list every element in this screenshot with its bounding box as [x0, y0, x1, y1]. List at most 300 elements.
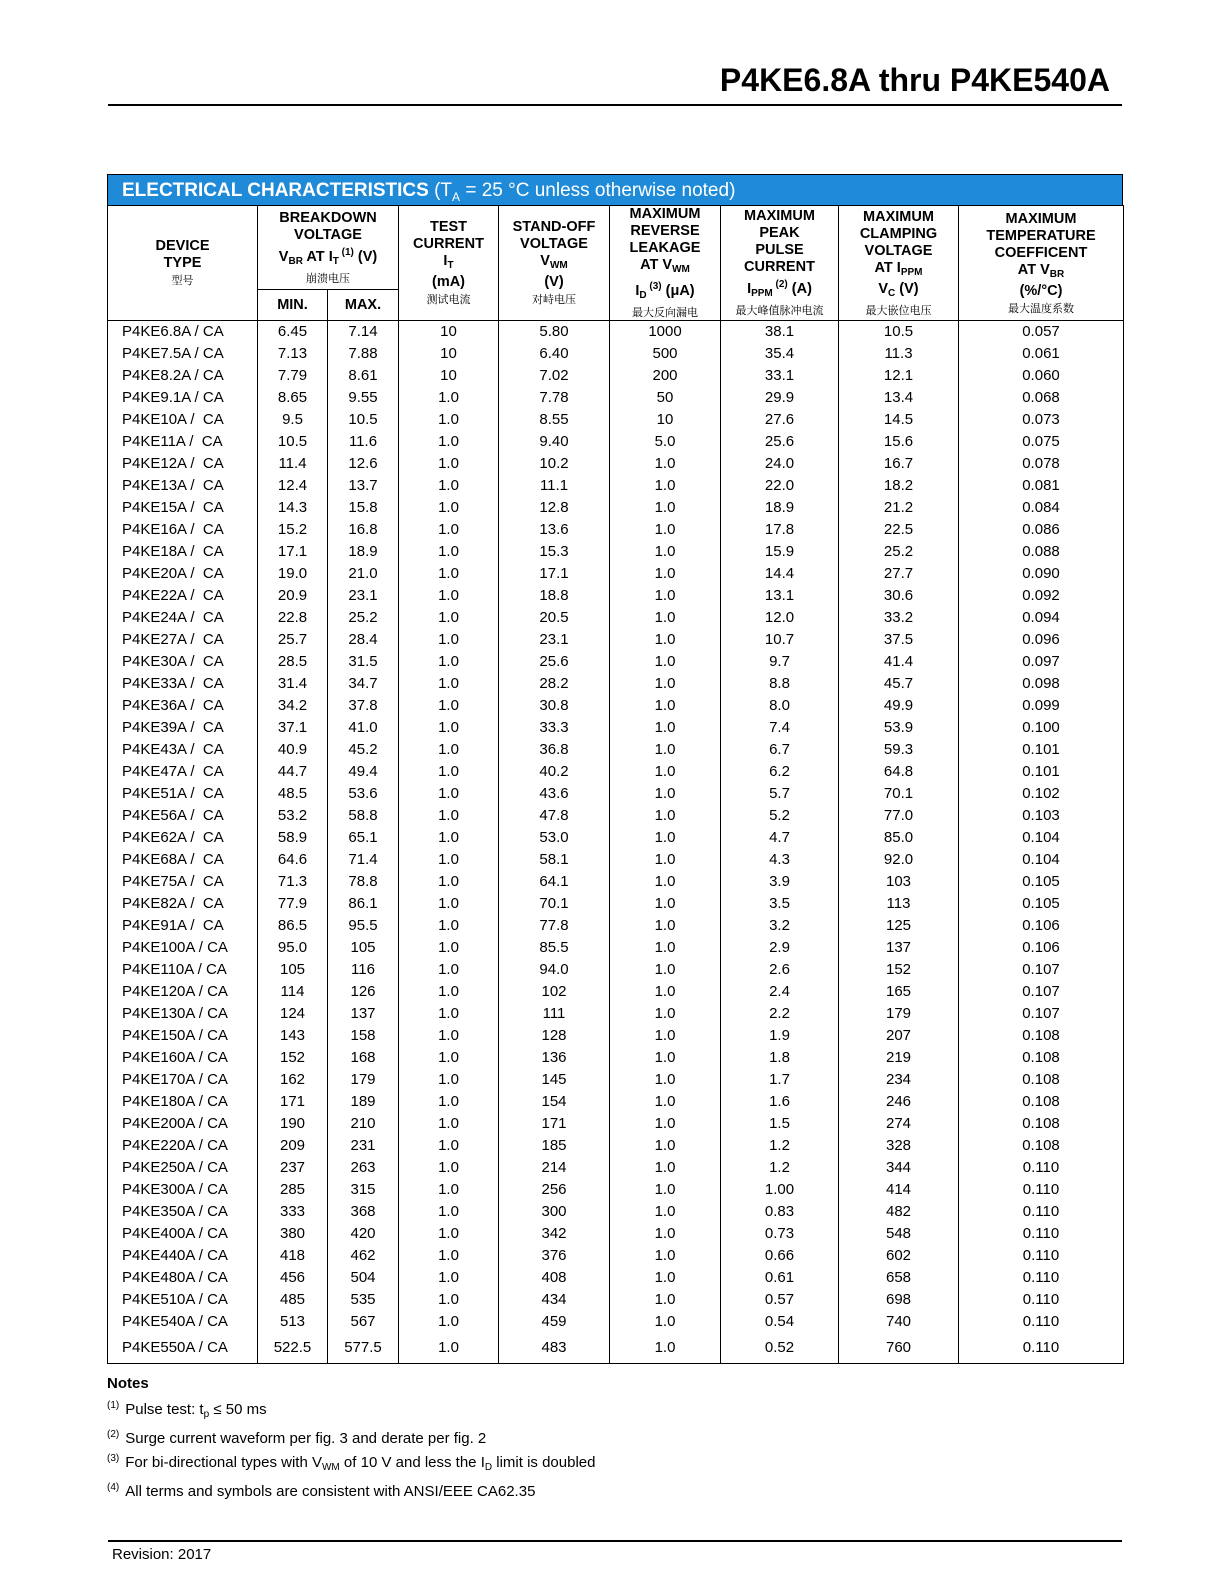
- device-type-cell: P4KE510A / CA: [108, 1289, 258, 1311]
- test-current-cell: 1.0: [399, 827, 499, 849]
- temp-coefficient-cell: 0.088: [959, 541, 1124, 563]
- leakage-cell: 1.0: [610, 805, 721, 827]
- leakage-cell: 1.0: [610, 475, 721, 497]
- header-peak-pulse-current: MAXIMUM PEAK PULSE CURRENT $I_{PPM}$ $^{(2)}$ (A) 最大峰值脉冲电流: [721, 206, 839, 321]
- standoff-voltage-cell: 300: [499, 1201, 610, 1223]
- header-clamping-voltage: MAXIMUM CLAMPING VOLTAGE AT $I_{PPM}$ $V_C$ (V) 最大嵌位电压: [839, 206, 959, 321]
- standoff-voltage-cell: 8.55: [499, 409, 610, 431]
- table-row: [108, 321, 1124, 344]
- temp-coefficient-cell: 0.110: [959, 1179, 1124, 1201]
- test-current-cell: 1.0: [399, 563, 499, 585]
- temp-coefficient-cell: 0.110: [959, 1157, 1124, 1179]
- vbr-max-cell: 8.61: [328, 365, 399, 387]
- note-item: $^{(3)}$ For bi-directional types with $V_{WM}$ of 10 V and less the $I_D$ limit is doubled: [107, 1453, 596, 1473]
- peak-current-cell: 2.9: [721, 937, 839, 959]
- standoff-voltage-cell: 12.8: [499, 497, 610, 519]
- temp-coefficient-cell: 0.104: [959, 849, 1124, 871]
- vbr-max-cell: 53.6: [328, 783, 399, 805]
- temp-coefficient-cell: 0.061: [959, 343, 1124, 365]
- test-current-cell: 1.0: [399, 497, 499, 519]
- temp-coefficient-cell: 0.099: [959, 695, 1124, 717]
- device-type-cell: P4KE18A / CA: [108, 541, 258, 563]
- table-row: [108, 959, 1124, 981]
- leakage-cell: 1.0: [610, 981, 721, 1003]
- peak-current-cell: 33.1: [721, 365, 839, 387]
- test-current-cell: 1.0: [399, 805, 499, 827]
- clamping-voltage-cell: 698: [839, 1289, 959, 1311]
- clamping-voltage-cell: 234: [839, 1069, 959, 1091]
- vbr-min-cell: 71.3: [258, 871, 328, 893]
- test-current-cell: 1.0: [399, 893, 499, 915]
- device-type-cell: P4KE13A / CA: [108, 475, 258, 497]
- vbr-max-cell: 41.0: [328, 717, 399, 739]
- vbr-min-cell: 7.79: [258, 365, 328, 387]
- standoff-voltage-cell: 214: [499, 1157, 610, 1179]
- clamping-voltage-cell: 602: [839, 1245, 959, 1267]
- vbr-min-cell: 11.4: [258, 453, 328, 475]
- vbr-min-cell: 15.2: [258, 519, 328, 541]
- vbr-max-cell: 567: [328, 1311, 399, 1333]
- temp-coefficient-cell: 0.100: [959, 717, 1124, 739]
- leakage-cell: 1.0: [610, 827, 721, 849]
- clamping-voltage-cell: 49.9: [839, 695, 959, 717]
- temp-coefficient-cell: 0.104: [959, 827, 1124, 849]
- test-current-cell: 1.0: [399, 1135, 499, 1157]
- table-row: [108, 871, 1124, 893]
- peak-current-cell: 8.8: [721, 673, 839, 695]
- vbr-min-cell: 124: [258, 1003, 328, 1025]
- leakage-cell: 1.0: [610, 915, 721, 937]
- table-row: [108, 1025, 1124, 1047]
- table-row: [108, 1311, 1124, 1333]
- leakage-cell: 1.0: [610, 585, 721, 607]
- standoff-voltage-cell: 23.1: [499, 629, 610, 651]
- standoff-voltage-cell: 6.40: [499, 343, 610, 365]
- temp-coefficient-cell: 0.110: [959, 1267, 1124, 1289]
- leakage-cell: 1.0: [610, 1157, 721, 1179]
- header-temperature-coefficient: MAXIMUM TEMPERATURE COEFFICENT AT $V_{BR}$ (%/°C) 最大温度系数: [959, 206, 1124, 321]
- standoff-voltage-cell: 483: [499, 1333, 610, 1364]
- vbr-max-cell: 95.5: [328, 915, 399, 937]
- peak-current-cell: 3.5: [721, 893, 839, 915]
- vbr-min-cell: 162: [258, 1069, 328, 1091]
- test-current-cell: 1.0: [399, 409, 499, 431]
- peak-current-cell: 2.4: [721, 981, 839, 1003]
- temp-coefficient-cell: 0.084: [959, 497, 1124, 519]
- leakage-cell: 1.0: [610, 717, 721, 739]
- test-current-cell: 1.0: [399, 849, 499, 871]
- standoff-voltage-cell: 47.8: [499, 805, 610, 827]
- clamping-voltage-cell: 77.0: [839, 805, 959, 827]
- table-row: [108, 1179, 1124, 1201]
- vbr-max-cell: 231: [328, 1135, 399, 1157]
- leakage-cell: 1.0: [610, 1245, 721, 1267]
- note-item: $^{(4)}$ All terms and symbols are consistent with ANSI/EEE CA62.35: [107, 1482, 536, 1500]
- temp-coefficient-cell: 0.078: [959, 453, 1124, 475]
- test-current-cell: 1.0: [399, 629, 499, 651]
- revision-label: Revision: 2017: [112, 1546, 212, 1563]
- clamping-voltage-cell: 760: [839, 1333, 959, 1364]
- temp-coefficient-cell: 0.090: [959, 563, 1124, 585]
- test-current-cell: 1.0: [399, 1179, 499, 1201]
- clamping-voltage-cell: 103: [839, 871, 959, 893]
- leakage-cell: 5.0: [610, 431, 721, 453]
- vbr-max-cell: 37.8: [328, 695, 399, 717]
- vbr-max-cell: 11.6: [328, 431, 399, 453]
- vbr-min-cell: 6.45: [258, 321, 328, 344]
- device-type-cell: P4KE39A / CA: [108, 717, 258, 739]
- peak-current-cell: 1.00: [721, 1179, 839, 1201]
- clamping-voltage-cell: 30.6: [839, 585, 959, 607]
- table-row: [108, 1069, 1124, 1091]
- device-type-cell: P4KE43A / CA: [108, 739, 258, 761]
- clamping-voltage-cell: 22.5: [839, 519, 959, 541]
- table-row: [108, 1091, 1124, 1113]
- device-type-cell: P4KE550A / CA: [108, 1333, 258, 1364]
- vbr-max-cell: 462: [328, 1245, 399, 1267]
- device-type-cell: P4KE62A / CA: [108, 827, 258, 849]
- temp-coefficient-cell: 0.102: [959, 783, 1124, 805]
- clamping-voltage-cell: 113: [839, 893, 959, 915]
- device-type-cell: P4KE110A / CA: [108, 959, 258, 981]
- temp-coefficient-cell: 0.106: [959, 937, 1124, 959]
- peak-current-cell: 1.9: [721, 1025, 839, 1047]
- leakage-cell: 1.0: [610, 959, 721, 981]
- leakage-cell: 1.0: [610, 1289, 721, 1311]
- standoff-voltage-cell: 64.1: [499, 871, 610, 893]
- test-current-cell: 1.0: [399, 871, 499, 893]
- spec-table: [107, 205, 1124, 1364]
- peak-current-cell: 10.7: [721, 629, 839, 651]
- clamping-voltage-cell: 179: [839, 1003, 959, 1025]
- footer-rule: [108, 1540, 1122, 1542]
- device-type-cell: P4KE350A / CA: [108, 1201, 258, 1223]
- peak-current-cell: 14.4: [721, 563, 839, 585]
- standoff-voltage-cell: 459: [499, 1311, 610, 1333]
- peak-current-cell: 2.2: [721, 1003, 839, 1025]
- peak-current-cell: 5.7: [721, 783, 839, 805]
- temp-coefficient-cell: 0.098: [959, 673, 1124, 695]
- notes-section: [107, 1374, 595, 1502]
- vbr-max-cell: 105: [328, 937, 399, 959]
- vbr-min-cell: 237: [258, 1157, 328, 1179]
- test-current-cell: 1.0: [399, 475, 499, 497]
- standoff-voltage-cell: 36.8: [499, 739, 610, 761]
- vbr-max-cell: 137: [328, 1003, 399, 1025]
- table-row: [108, 1223, 1124, 1245]
- table-row: [108, 1113, 1124, 1135]
- vbr-max-cell: 9.55: [328, 387, 399, 409]
- vbr-min-cell: 114: [258, 981, 328, 1003]
- peak-current-cell: 8.0: [721, 695, 839, 717]
- leakage-cell: 1.0: [610, 1333, 721, 1364]
- test-current-cell: 1.0: [399, 1245, 499, 1267]
- temp-coefficient-cell: 0.110: [959, 1289, 1124, 1311]
- peak-current-cell: 22.0: [721, 475, 839, 497]
- device-type-cell: P4KE75A / CA: [108, 871, 258, 893]
- device-type-cell: P4KE150A / CA: [108, 1025, 258, 1047]
- temp-coefficient-cell: 0.057: [959, 321, 1124, 344]
- clamping-voltage-cell: 53.9: [839, 717, 959, 739]
- leakage-cell: 1.0: [610, 1091, 721, 1113]
- standoff-voltage-cell: 102: [499, 981, 610, 1003]
- test-current-cell: 1.0: [399, 981, 499, 1003]
- clamping-voltage-cell: 207: [839, 1025, 959, 1047]
- vbr-max-cell: 315: [328, 1179, 399, 1201]
- page-title: P4KE6.8A thru P4KE540A: [719, 62, 1110, 98]
- standoff-voltage-cell: 77.8: [499, 915, 610, 937]
- vbr-min-cell: 40.9: [258, 739, 328, 761]
- vbr-min-cell: 44.7: [258, 761, 328, 783]
- test-current-cell: 1.0: [399, 1311, 499, 1333]
- standoff-voltage-cell: 128: [499, 1025, 610, 1047]
- vbr-max-cell: 535: [328, 1289, 399, 1311]
- peak-current-cell: 0.57: [721, 1289, 839, 1311]
- header-breakdown-voltage: BREAKDOWN VOLTAGE $V_{BR}$ AT $I_T$ $^{(1)}$ (V) 崩溃电压: [258, 206, 399, 290]
- vbr-min-cell: 28.5: [258, 651, 328, 673]
- leakage-cell: 1.0: [610, 937, 721, 959]
- vbr-min-cell: 10.5: [258, 431, 328, 453]
- temp-coefficient-cell: 0.092: [959, 585, 1124, 607]
- clamping-voltage-cell: 64.8: [839, 761, 959, 783]
- clamping-voltage-cell: 165: [839, 981, 959, 1003]
- peak-current-cell: 25.6: [721, 431, 839, 453]
- vbr-min-cell: 105: [258, 959, 328, 981]
- vbr-max-cell: 45.2: [328, 739, 399, 761]
- vbr-max-cell: 263: [328, 1157, 399, 1179]
- standoff-voltage-cell: 17.1: [499, 563, 610, 585]
- clamping-voltage-cell: 33.2: [839, 607, 959, 629]
- leakage-cell: 1.0: [610, 563, 721, 585]
- test-current-cell: 1.0: [399, 959, 499, 981]
- vbr-min-cell: 190: [258, 1113, 328, 1135]
- header-standoff-voltage: STAND-OFF VOLTAGE $V_{WM}$ (V) 对峙电压: [499, 206, 610, 321]
- test-current-cell: 1.0: [399, 1091, 499, 1113]
- clamping-voltage-cell: 14.5: [839, 409, 959, 431]
- vbr-max-cell: 16.8: [328, 519, 399, 541]
- clamping-voltage-cell: 125: [839, 915, 959, 937]
- standoff-voltage-cell: 145: [499, 1069, 610, 1091]
- standoff-voltage-cell: 342: [499, 1223, 610, 1245]
- vbr-min-cell: 86.5: [258, 915, 328, 937]
- device-type-cell: P4KE440A / CA: [108, 1245, 258, 1267]
- header-device-type: DEVICE TYPE 型号: [108, 206, 258, 321]
- standoff-voltage-cell: 33.3: [499, 717, 610, 739]
- vbr-min-cell: 143: [258, 1025, 328, 1047]
- peak-current-cell: 1.5: [721, 1113, 839, 1135]
- table-row: [108, 827, 1124, 849]
- temp-coefficient-cell: 0.060: [959, 365, 1124, 387]
- leakage-cell: 1.0: [610, 1223, 721, 1245]
- table-row: [108, 695, 1124, 717]
- table-row: [108, 607, 1124, 629]
- test-current-cell: 1.0: [399, 695, 499, 717]
- peak-current-cell: 35.4: [721, 343, 839, 365]
- device-type-cell: P4KE200A / CA: [108, 1113, 258, 1135]
- vbr-min-cell: 513: [258, 1311, 328, 1333]
- clamping-voltage-cell: 27.7: [839, 563, 959, 585]
- header-max: MAX.: [328, 290, 399, 321]
- table-row: [108, 937, 1124, 959]
- vbr-max-cell: 78.8: [328, 871, 399, 893]
- leakage-cell: 1.0: [610, 739, 721, 761]
- vbr-max-cell: 504: [328, 1267, 399, 1289]
- test-current-cell: 1.0: [399, 431, 499, 453]
- clamping-voltage-cell: 15.6: [839, 431, 959, 453]
- device-type-cell: P4KE56A / CA: [108, 805, 258, 827]
- vbr-max-cell: 168: [328, 1047, 399, 1069]
- device-type-cell: P4KE15A / CA: [108, 497, 258, 519]
- notes-title: Notes: [107, 1375, 149, 1392]
- standoff-voltage-cell: 408: [499, 1267, 610, 1289]
- clamping-voltage-cell: 70.1: [839, 783, 959, 805]
- header-test-current: TEST CURRENT $I_T$ (mA) 测试电流: [399, 206, 499, 321]
- vbr-min-cell: 522.5: [258, 1333, 328, 1364]
- standoff-voltage-cell: 30.8: [499, 695, 610, 717]
- peak-current-cell: 4.7: [721, 827, 839, 849]
- vbr-min-cell: 7.13: [258, 343, 328, 365]
- table-body: [108, 321, 1124, 1364]
- leakage-cell: 1.0: [610, 541, 721, 563]
- peak-current-cell: 13.1: [721, 585, 839, 607]
- standoff-voltage-cell: 13.6: [499, 519, 610, 541]
- temp-coefficient-cell: 0.103: [959, 805, 1124, 827]
- device-type-cell: P4KE20A / CA: [108, 563, 258, 585]
- vbr-max-cell: 23.1: [328, 585, 399, 607]
- peak-current-cell: 1.2: [721, 1135, 839, 1157]
- vbr-min-cell: 53.2: [258, 805, 328, 827]
- device-type-cell: P4KE82A / CA: [108, 893, 258, 915]
- peak-current-cell: 27.6: [721, 409, 839, 431]
- device-type-cell: P4KE51A / CA: [108, 783, 258, 805]
- temp-coefficient-cell: 0.106: [959, 915, 1124, 937]
- clamping-voltage-cell: 482: [839, 1201, 959, 1223]
- leakage-cell: 1000: [610, 321, 721, 344]
- table-row: [108, 673, 1124, 695]
- standoff-voltage-cell: 434: [499, 1289, 610, 1311]
- peak-current-cell: 0.54: [721, 1311, 839, 1333]
- clamping-voltage-cell: 41.4: [839, 651, 959, 673]
- header-min: MIN.: [258, 290, 328, 321]
- table-row: [108, 893, 1124, 915]
- temp-coefficient-cell: 0.075: [959, 431, 1124, 453]
- standoff-voltage-cell: 171: [499, 1113, 610, 1135]
- temp-coefficient-cell: 0.110: [959, 1311, 1124, 1333]
- clamping-voltage-cell: 45.7: [839, 673, 959, 695]
- table-row: [108, 1135, 1124, 1157]
- device-type-cell: P4KE9.1A / CA: [108, 387, 258, 409]
- clamping-voltage-cell: 274: [839, 1113, 959, 1135]
- test-current-cell: 1.0: [399, 1267, 499, 1289]
- standoff-voltage-cell: 10.2: [499, 453, 610, 475]
- standoff-voltage-cell: 185: [499, 1135, 610, 1157]
- vbr-max-cell: 116: [328, 959, 399, 981]
- leakage-cell: 1.0: [610, 1113, 721, 1135]
- test-current-cell: 1.0: [399, 761, 499, 783]
- table-row: [108, 915, 1124, 937]
- device-type-cell: P4KE120A / CA: [108, 981, 258, 1003]
- standoff-voltage-cell: 53.0: [499, 827, 610, 849]
- peak-current-cell: 29.9: [721, 387, 839, 409]
- leakage-cell: 1.0: [610, 871, 721, 893]
- test-current-cell: 1.0: [399, 937, 499, 959]
- device-type-cell: P4KE220A / CA: [108, 1135, 258, 1157]
- leakage-cell: 1.0: [610, 453, 721, 475]
- test-current-cell: 1.0: [399, 1025, 499, 1047]
- leakage-cell: 1.0: [610, 1201, 721, 1223]
- table-row: [108, 387, 1124, 409]
- vbr-min-cell: 77.9: [258, 893, 328, 915]
- standoff-voltage-cell: 7.02: [499, 365, 610, 387]
- vbr-max-cell: 34.7: [328, 673, 399, 695]
- device-type-cell: P4KE130A / CA: [108, 1003, 258, 1025]
- vbr-max-cell: 7.14: [328, 321, 399, 344]
- test-current-cell: 10: [399, 343, 499, 365]
- vbr-min-cell: 34.2: [258, 695, 328, 717]
- table-row: [108, 453, 1124, 475]
- device-type-cell: P4KE47A / CA: [108, 761, 258, 783]
- test-current-cell: 1.0: [399, 739, 499, 761]
- test-current-cell: 1.0: [399, 1157, 499, 1179]
- standoff-voltage-cell: 43.6: [499, 783, 610, 805]
- vbr-max-cell: 15.8: [328, 497, 399, 519]
- device-type-cell: P4KE300A / CA: [108, 1179, 258, 1201]
- vbr-min-cell: 209: [258, 1135, 328, 1157]
- test-current-cell: 1.0: [399, 1069, 499, 1091]
- peak-current-cell: 18.9: [721, 497, 839, 519]
- vbr-max-cell: 58.8: [328, 805, 399, 827]
- standoff-voltage-cell: 94.0: [499, 959, 610, 981]
- temp-coefficient-cell: 0.110: [959, 1245, 1124, 1267]
- test-current-cell: 1.0: [399, 1333, 499, 1364]
- table-row: [108, 805, 1124, 827]
- leakage-cell: 1.0: [610, 1179, 721, 1201]
- test-current-cell: 1.0: [399, 1289, 499, 1311]
- clamping-voltage-cell: 37.5: [839, 629, 959, 651]
- standoff-voltage-cell: 9.40: [499, 431, 610, 453]
- test-current-cell: 1.0: [399, 387, 499, 409]
- standoff-voltage-cell: 154: [499, 1091, 610, 1113]
- device-type-cell: P4KE8.2A / CA: [108, 365, 258, 387]
- leakage-cell: 1.0: [610, 1069, 721, 1091]
- clamping-voltage-cell: 16.7: [839, 453, 959, 475]
- leakage-cell: 200: [610, 365, 721, 387]
- standoff-voltage-cell: 5.80: [499, 321, 610, 344]
- temp-coefficient-cell: 0.097: [959, 651, 1124, 673]
- standoff-voltage-cell: 376: [499, 1245, 610, 1267]
- test-current-cell: 1.0: [399, 519, 499, 541]
- peak-current-cell: 4.3: [721, 849, 839, 871]
- vbr-min-cell: 37.1: [258, 717, 328, 739]
- table-row: [108, 739, 1124, 761]
- test-current-cell: 1.0: [399, 1113, 499, 1135]
- peak-current-cell: 1.8: [721, 1047, 839, 1069]
- vbr-max-cell: 12.6: [328, 453, 399, 475]
- table-row: [108, 783, 1124, 805]
- peak-current-cell: 9.7: [721, 651, 839, 673]
- standoff-voltage-cell: 40.2: [499, 761, 610, 783]
- table-banner: ELECTRICAL CHARACTERISTICS ($T_A = 25$ °C unless otherwise noted): [107, 174, 1123, 205]
- device-type-cell: P4KE11A / CA: [108, 431, 258, 453]
- table-row: [108, 409, 1124, 431]
- vbr-max-cell: 420: [328, 1223, 399, 1245]
- table-row: [108, 541, 1124, 563]
- temp-coefficient-cell: 0.110: [959, 1201, 1124, 1223]
- peak-current-cell: 15.9: [721, 541, 839, 563]
- test-current-cell: 1.0: [399, 1223, 499, 1245]
- test-current-cell: 1.0: [399, 651, 499, 673]
- vbr-min-cell: 285: [258, 1179, 328, 1201]
